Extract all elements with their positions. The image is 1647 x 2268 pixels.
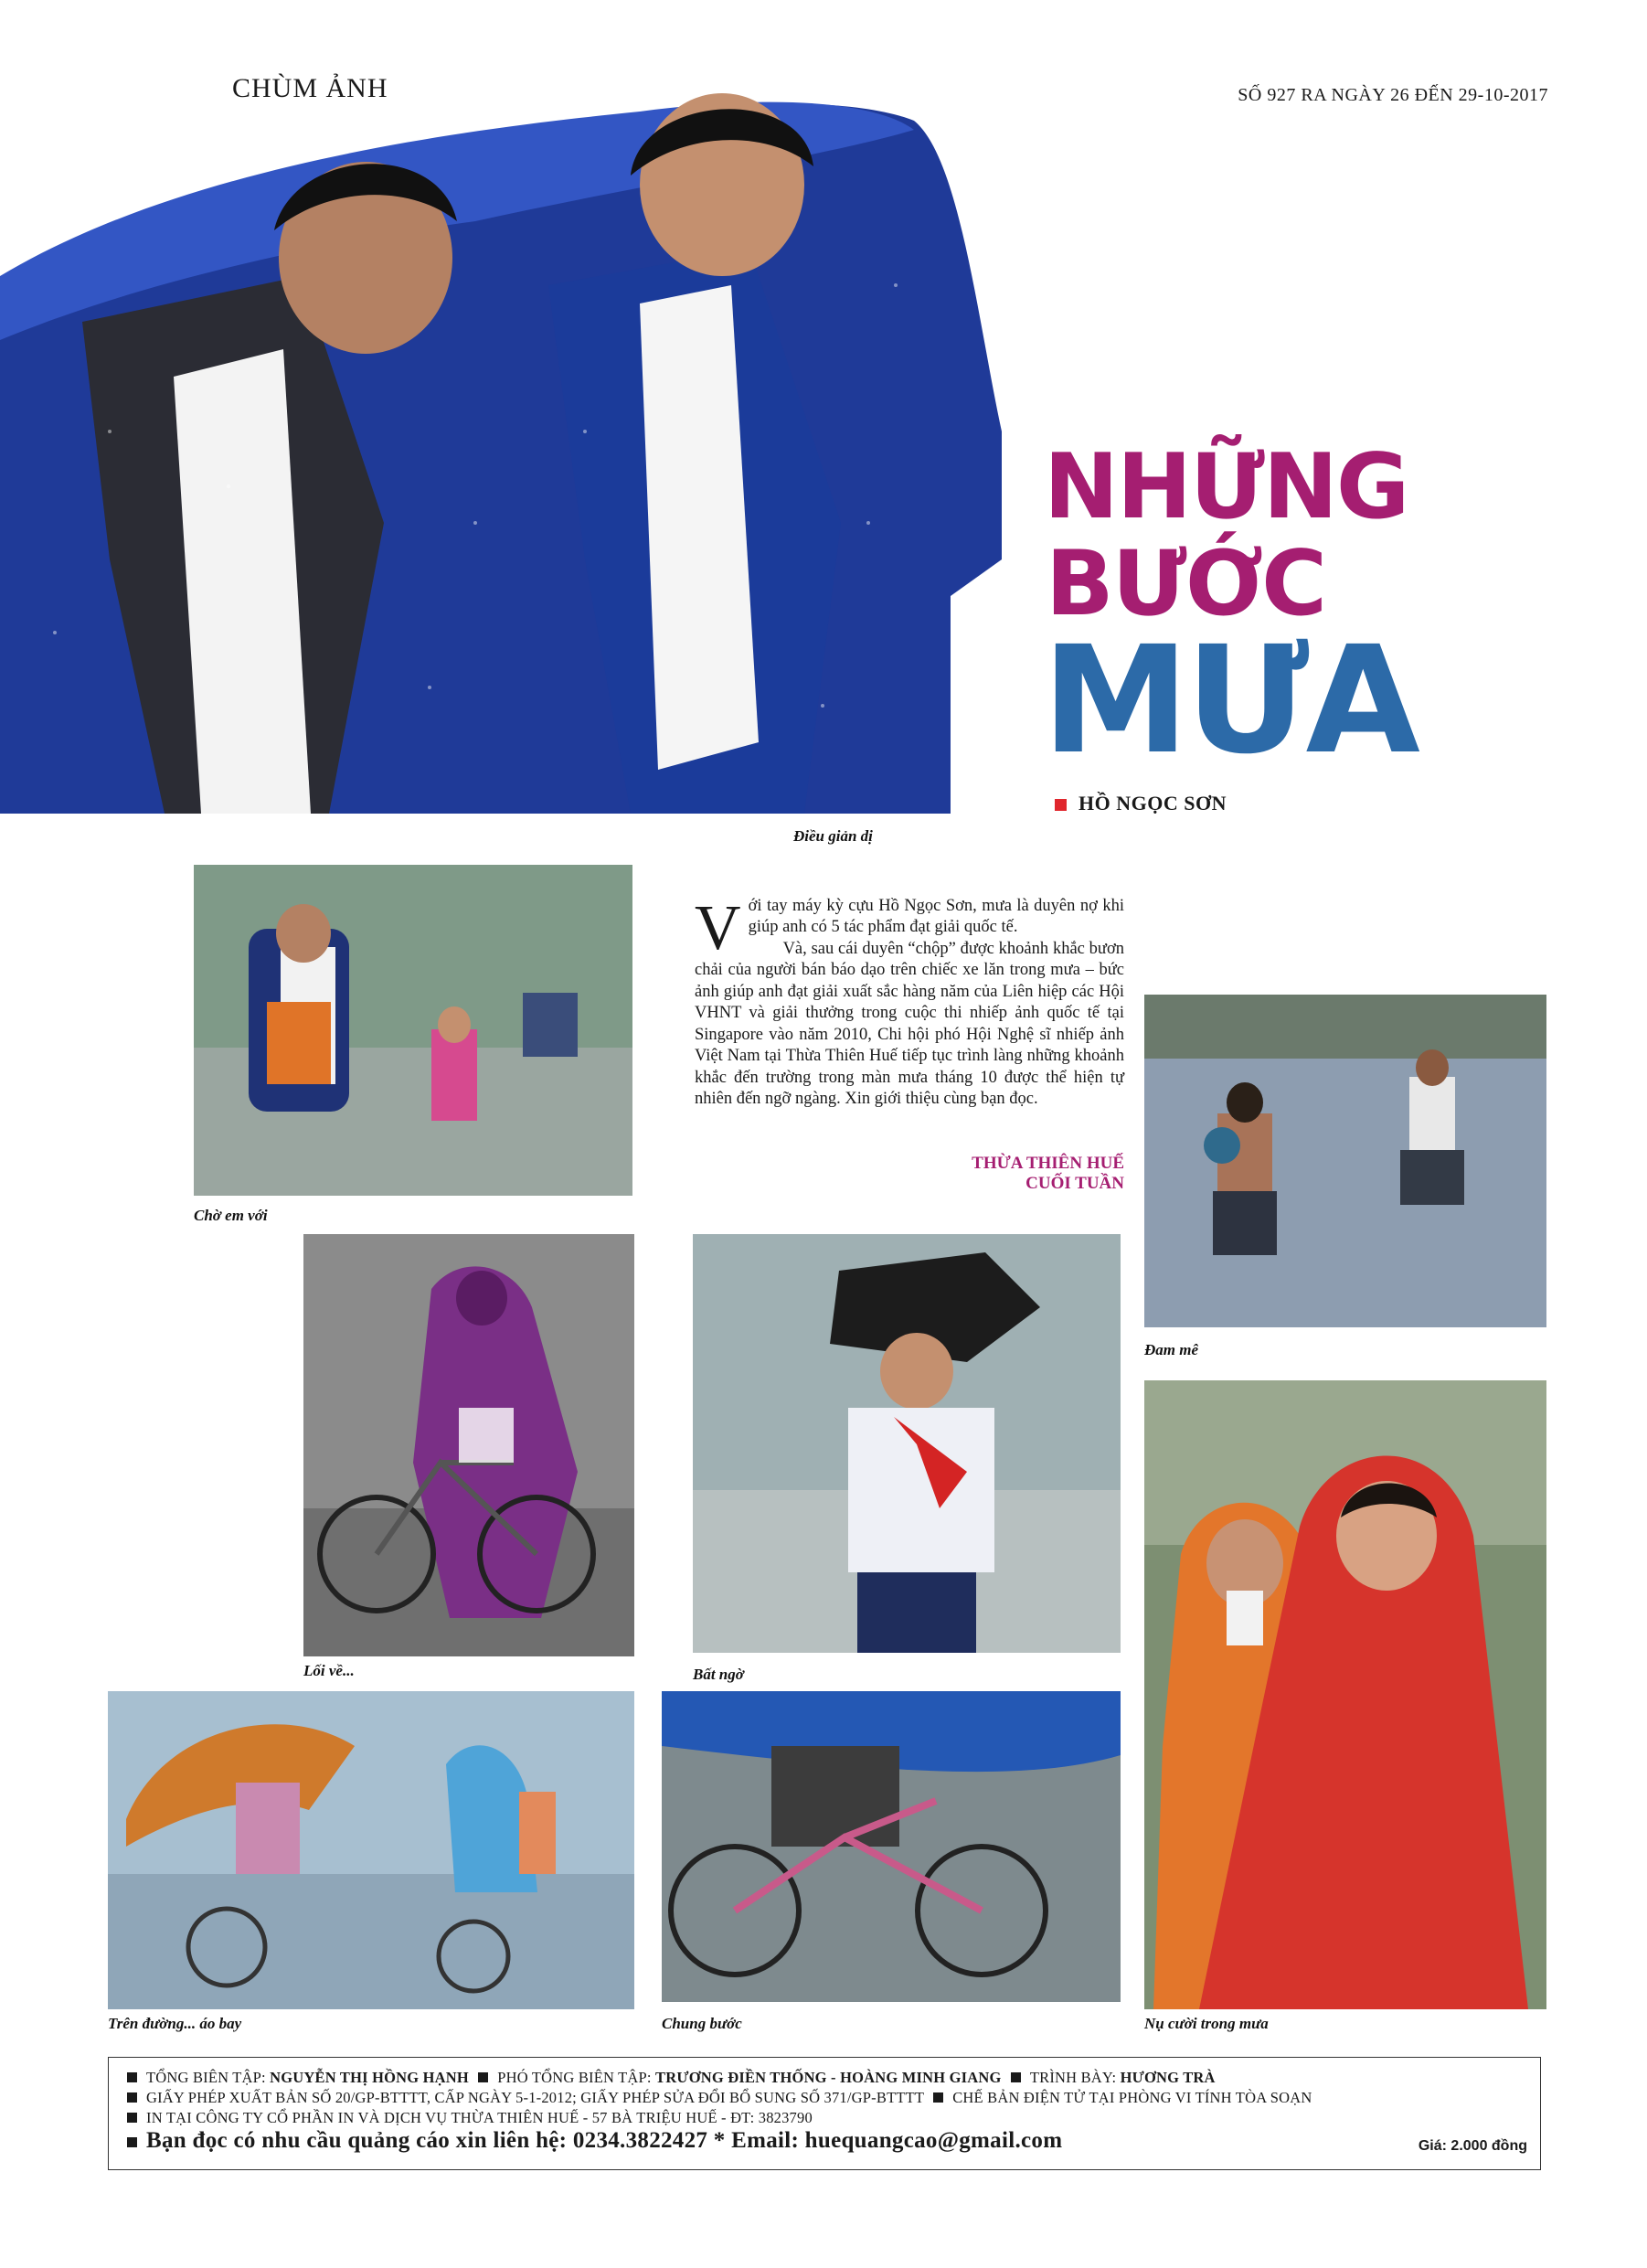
source-line-1: THỪA THIÊN HUẾ (972, 1154, 1124, 1173)
footer-deputy-names: TRƯƠNG ĐIỀN THỐNG - HOÀNG MINH GIANG (655, 2069, 1002, 2086)
caption-tren-duong-ao-bay: Trên đường... áo bay (108, 2015, 242, 2032)
source-credit (914, 1154, 1124, 1194)
caption-nu-cuoi-trong-mua: Nụ cười trong mưa (1144, 2015, 1269, 2032)
intro-text (695, 893, 1124, 1111)
footer-license: GIẤY PHÉP XUẤT BẢN SỐ 20/GP-BTTTT, CẤP NGÀY 5-1-2012; GIẤY PHÉP SỬA ĐỔI BỔ SUNG SỐ 371/GP-BTTTT (146, 2089, 924, 2106)
caption-dam-me: Đam mê (1144, 1341, 1199, 1358)
footer-line-2 (127, 2089, 1312, 2107)
issue-info: SỐ 927 RA NGÀY 26 ĐẾN 29-10-2017 (1238, 85, 1548, 105)
footer-printer: IN TẠI CÔNG TY CỔ PHẦN IN VÀ DỊCH VỤ THỪA THIÊN HUẾ - 57 BÀ TRIỆU HUẾ - ĐT: 3823790 (146, 2109, 813, 2126)
source-line-2: CUỐI TUẦN (1025, 1174, 1124, 1194)
caption-hero: Điều giản dị (793, 827, 873, 845)
price-label: Giá: 2.000 đồng (1418, 2138, 1527, 2154)
footer-prepress: CHẾ BẢN ĐIỆN TỬ TẠI PHÒNG VI TÍNH TÒA SOẠN (952, 2089, 1312, 2106)
caption-cho-em-voi: Chờ em với (194, 1207, 268, 1224)
footer-line-1 (127, 2069, 1216, 2087)
title-line-1: NHỮNG (1044, 435, 1408, 539)
caption-chung-buoc: Chung bước (662, 2015, 742, 2032)
drop-cap: V (695, 893, 741, 964)
footer-layout-label: TRÌNH BÀY: (1029, 2069, 1117, 2086)
title-line-3: MƯA (1042, 615, 1417, 787)
photo-nu-cuoi-trong-mua (1144, 1380, 1546, 2009)
caption-bat-ngo: Bất ngờ (693, 1666, 744, 1683)
footer-editor-name: NGUYỄN THỊ HỒNG HẠNH (270, 2069, 469, 2086)
footer-editor-label: TỔNG BIÊN TẬP: (146, 2069, 266, 2086)
intro-paragraph-1: ới tay máy kỳ cựu Hồ Ngọc Sơn, mưa là duyên nợ khi giúp anh có 5 tác phẩm đạt giải quốc tế. (748, 897, 1124, 937)
photo-tren-duong-ao-bay (108, 1691, 634, 2009)
intro-paragraph-2: Và, sau cái duyên “chộp” được khoảnh khắc bươn chải của người bán báo dạo trên chiếc xe lăn trong mưa – bức ảnh giúp anh đạt giải xuất sắc hàng năm của Liên hiệp các Hội VHNT và giải thưởng trong cuộc thi nhiếp ảnh quốc tế tại Singapore vào năm 2010, Chi hội phó Hội Nghệ sĩ nhiếp ảnh Việt Nam tại Thừa Thiên Huế tiếp tục trình làng những khoảnh khắc đến trường trong màn mưa tháng 10 được thể hiện tự nhiên đến ngỡ ngàng. Xin giới thiệu cùng bạn đọc. (695, 939, 1124, 1109)
author-name: HỒ NGỌC SƠN (1079, 792, 1227, 815)
title-line-2: BƯỚC (1046, 532, 1326, 636)
footer-line-3 (127, 2109, 813, 2127)
footer-layout-name: HƯƠNG TRÀ (1120, 2069, 1216, 2086)
photo-cho-em-voi (194, 865, 632, 1196)
photo-dam-me (1144, 995, 1546, 1327)
footer-line-4 (127, 2128, 1062, 2154)
section-label: CHÙM ẢNH (232, 73, 388, 103)
footer-advert-contact: Bạn đọc có nhu cầu quảng cáo xin liên hệ: 0234.3822427 * Email: huequangcao@gmail.com (146, 2128, 1063, 2153)
caption-loi-ve: Lối về... (303, 1662, 355, 1679)
photo-bat-ngo (693, 1234, 1121, 1653)
footer-deputy-label: PHÓ TỔNG BIÊN TẬP: (497, 2069, 652, 2086)
photo-chung-buoc (662, 1691, 1121, 2002)
masthead-footer (108, 2057, 1541, 2170)
hero-photo (0, 48, 1002, 814)
author-bullet (1055, 799, 1067, 811)
photo-loi-ve (303, 1234, 634, 1656)
